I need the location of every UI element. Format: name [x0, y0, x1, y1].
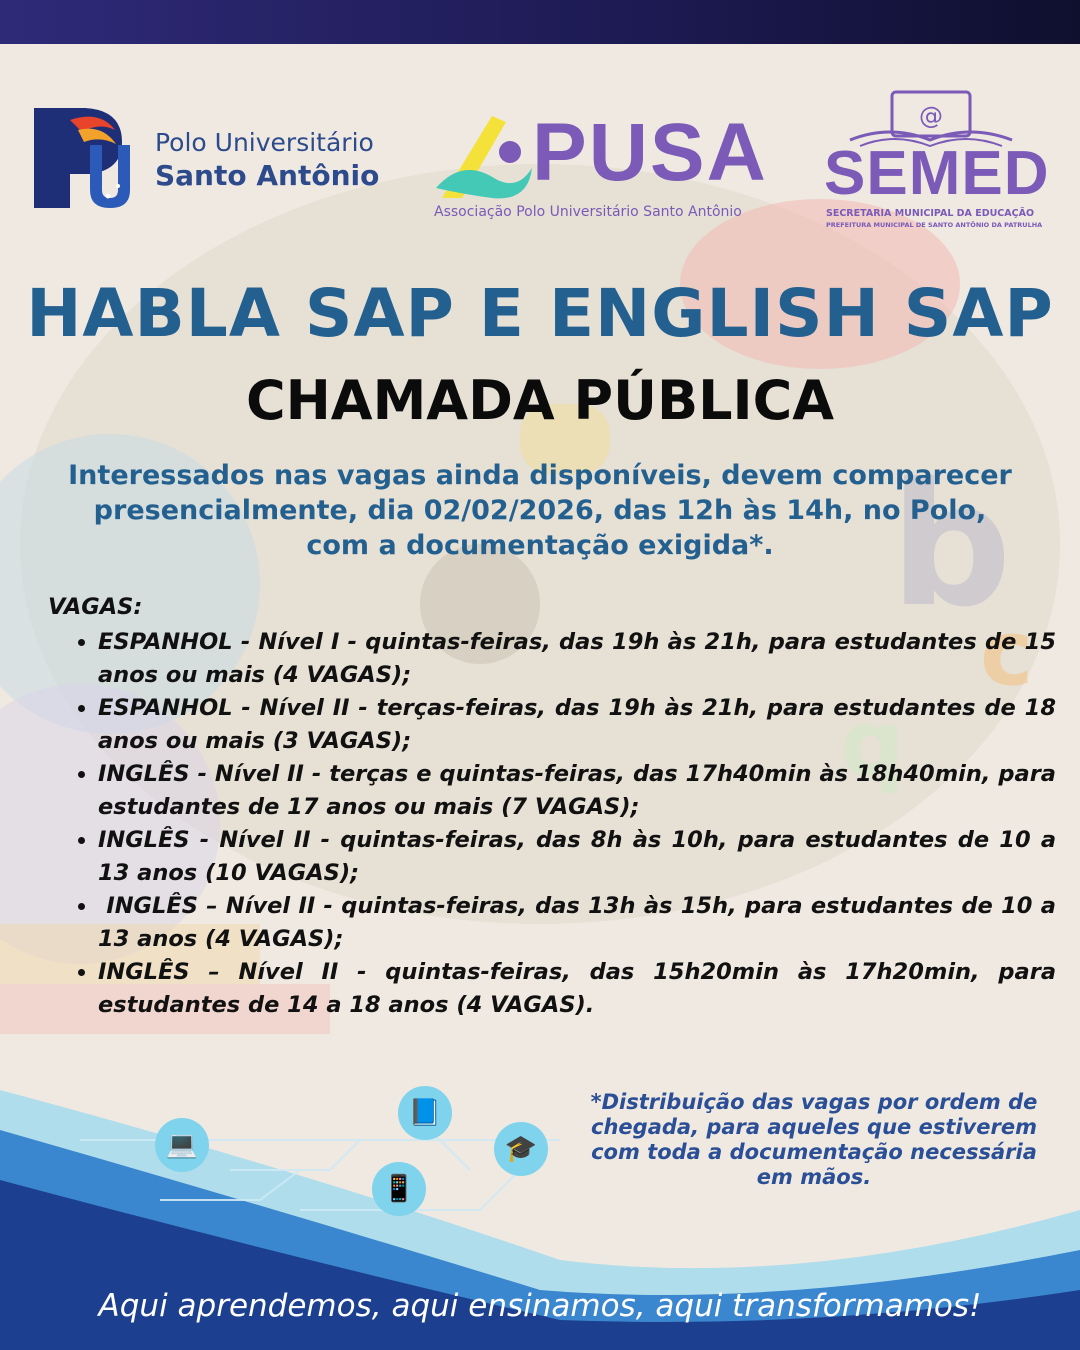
- list-item: • ESPANHOL - Nível II - terças-feiras, das 19h às 21h, para estudantes de 18 anos ou mais (3 VAGAS);: [98, 692, 1056, 758]
- polo-name-line1: Polo Universitário: [155, 128, 374, 157]
- svg-text:c: c: [980, 601, 1034, 706]
- apusa-wordmark: PUSA: [532, 107, 768, 198]
- apusa-a-icon: [432, 108, 542, 203]
- semed-subtitle-2: PREFEITURA MUNICIPAL DE SANTO ANTÔNIO DA PATRULHA: [826, 221, 1043, 229]
- page-subtitle: CHAMADA PÚBLICA: [245, 369, 835, 432]
- polo-universitario-logo: [30, 100, 420, 215]
- laptop-icon: 💻: [155, 1118, 209, 1172]
- semed-subtitle: SECRETARIA MUNICIPAL DA EDUCAÇÃO: [826, 208, 1035, 219]
- polo-name-line2: Santo Antônio: [155, 159, 380, 192]
- list-item: • INGLÊS – Nível II - quintas-feiras, das 15h20min às 17h20min, para estudantes de 14 a 18 anos (4 VAGAS).: [98, 956, 1056, 1022]
- list-item: • INGLÊS - Nível II - terças e quintas-feiras, das 17h40min às 18h40min, para estudantes de 17 anos ou mais (7 VAGAS);: [98, 758, 1056, 824]
- book-icon: 📘: [398, 1086, 452, 1140]
- vagas-label: VAGAS:: [48, 594, 143, 620]
- svg-text:q: q: [840, 691, 905, 796]
- list-item: • INGLÊS - Nível II - quintas-feiras, das 8h às 10h, para estudantes de 10 a 13 anos (10 VAGAS);: [98, 824, 1056, 890]
- list-item: • INGLÊS – Nível II - quintas-feiras, das 13h às 15h, para estudantes de 10 a 13 anos (4 VAGAS);: [98, 890, 1056, 956]
- smartphone-icon: 📱: [372, 1162, 426, 1216]
- apusa-subtitle: Associação Polo Universitário Santo Antônio: [434, 204, 742, 220]
- semed-logo: [820, 88, 1050, 238]
- footnote: *Distribuição das vagas por ordem de chegada, para aqueles que estiverem com toda a documentação necessária em mãos.: [590, 1090, 1038, 1189]
- graduation-cap-icon: 🎓: [494, 1122, 548, 1176]
- apusa-logo: [432, 108, 802, 228]
- intro-text: Interessados nas vagas ainda disponíveis, devem comparecer presencialmente, dia 02/02/2026, das 12h às 14h, no Polo, com a documentação exigida*.: [68, 460, 1012, 561]
- page-title: HABLA SAP E ENGLISH SAP: [26, 275, 1054, 352]
- semed-at-sign: @: [919, 102, 943, 130]
- list-item: • ESPANHOL - Nível I - quintas-feiras, das 19h às 21h, para estudantes de 15 anos ou mais (4 VAGAS);: [98, 626, 1056, 692]
- semed-wordmark: SEMED: [824, 139, 1050, 208]
- polo-emblem-icon: [30, 100, 135, 215]
- svg-text:b: b: [890, 447, 1012, 645]
- footer-slogan: Aqui aprendemos, aqui ensinamos, aqui transformamos!: [98, 1288, 982, 1324]
- vagas-list: [70, 626, 1064, 1022]
- top-bar: [0, 0, 1080, 44]
